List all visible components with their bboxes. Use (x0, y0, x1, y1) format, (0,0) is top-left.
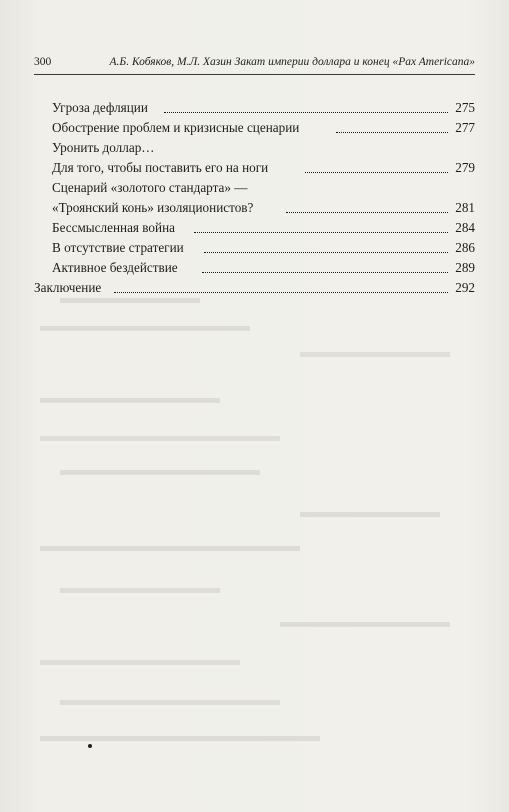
toc-leader-dots (336, 132, 448, 133)
toc-leader-dots (202, 272, 448, 273)
toc-entry (34, 117, 475, 139)
toc-entry (34, 157, 475, 179)
toc-entry-page: 292 (455, 280, 475, 295)
toc-entry-title: Уронить доллар… (52, 140, 155, 155)
toc-entry (34, 277, 475, 299)
header-rule (34, 74, 475, 75)
toc-entry (34, 177, 475, 199)
toc-entry-page: 281 (455, 200, 475, 215)
page-number: 300 (34, 56, 52, 68)
running-head: А.Б. Кобяков, М.Л. Хазин Закат империи доллара и конец «Pax Americana» (109, 56, 475, 68)
toc-entry-page: 289 (455, 260, 475, 275)
toc-entry (34, 217, 475, 239)
toc-entry (34, 97, 475, 119)
toc-entry (34, 237, 475, 259)
toc-entry (34, 137, 475, 159)
toc-leader-dots (194, 232, 448, 233)
toc-leader-dots (114, 292, 448, 293)
toc-entry-title: Для того, чтобы поставить его на ноги (52, 160, 269, 175)
toc-leader-dots (305, 172, 448, 173)
toc-entry-page: 275 (455, 100, 475, 115)
toc-entry-title: Активное бездействие (52, 260, 178, 275)
toc-entry-title: Обострение проблем и кризисные сценарии (52, 120, 300, 135)
toc-entry (34, 197, 475, 219)
ink-speck (88, 744, 92, 748)
toc-entry-title: Угроза дефляции (52, 100, 148, 115)
toc-entry (34, 257, 475, 279)
toc-entry-page: 286 (455, 240, 475, 255)
toc-entry-title: «Троянский конь» изоляционистов? (52, 200, 254, 215)
toc-entry-title: Бессмысленная война (52, 220, 175, 235)
toc-leader-dots (204, 252, 448, 253)
page-header (34, 56, 475, 74)
toc-leader-dots (286, 212, 448, 213)
toc-entry-title: Заключение (34, 280, 102, 295)
toc-entry-title: Сценарий «золотого стандарта» — (52, 180, 248, 195)
toc-leader-dots (164, 112, 448, 113)
toc-entry-title: В отсутствие стратегии (52, 240, 184, 255)
toc-entry-page: 277 (455, 120, 475, 135)
toc-entry-page: 279 (455, 160, 475, 175)
toc-entry-page: 284 (455, 220, 475, 235)
